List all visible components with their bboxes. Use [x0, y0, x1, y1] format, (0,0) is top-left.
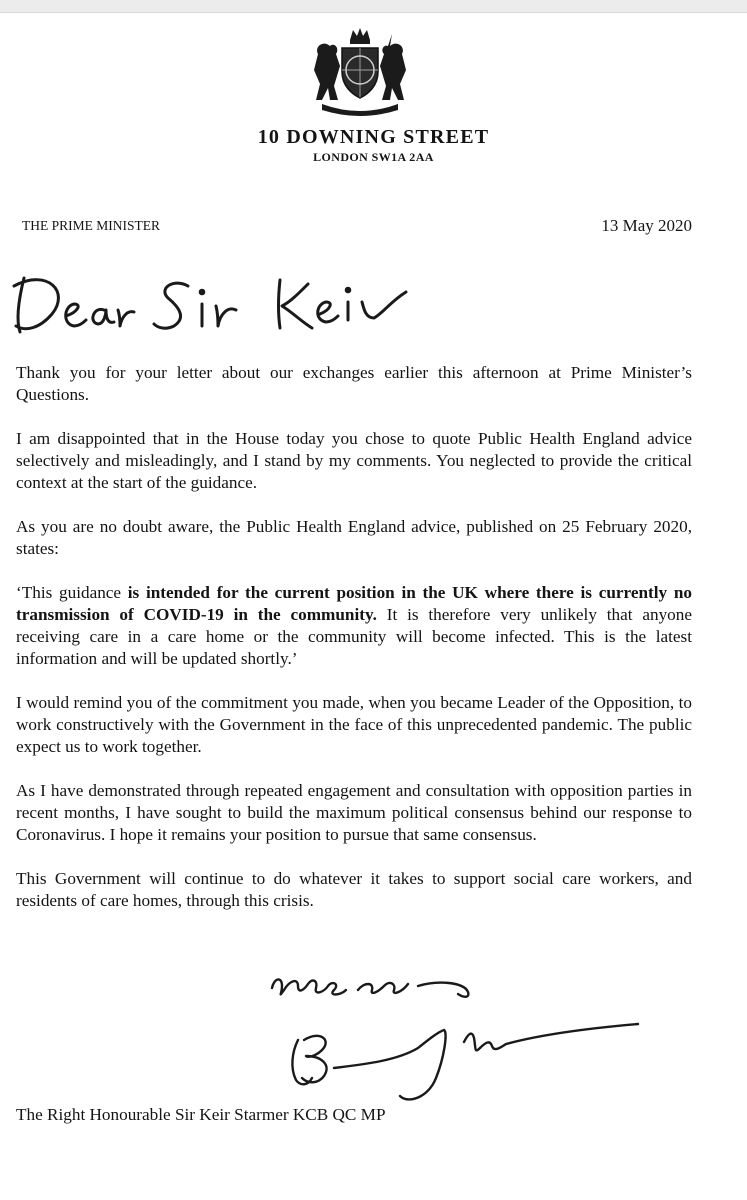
- body-paragraph: I would remind you of the commitment you made, when you became Leader of the Opposition, to work constructively with the Government in the face of this unprecedented pandemic. The public expect us to work together.: [16, 693, 692, 756]
- body-paragraph: This Government will continue to do whatever it takes to support social care workers, and residents of care homes, through this crisis.: [16, 869, 692, 910]
- quote-opening: ‘This guidance: [16, 583, 128, 602]
- sender-office: THE PRIME MINISTER: [22, 218, 160, 233]
- letterhead-address-title: 10 DOWNING STREET: [257, 126, 490, 148]
- handwritten-salutation: [8, 262, 428, 340]
- quote-remainder: It is therefore very unlikely that anyone receiving care in a care home or the community will become infected. This is the latest information and will be updated shortly.’: [16, 605, 692, 668]
- body-paragraph: Thank you for your letter about our exchanges earlier this afternoon at Prime Minister’s Questions.: [16, 363, 692, 404]
- letter-date: 13 May 2020: [601, 216, 692, 235]
- royal-crest-icon: [300, 26, 420, 118]
- handwritten-signoff-and-signature: [268, 968, 648, 1108]
- quoted-guidance-paragraph: [16, 582, 692, 670]
- recipient-name: The Right Honourable Sir Keir Starmer KCB QC MP: [16, 1105, 386, 1124]
- browser-top-strip: [0, 0, 747, 13]
- body-paragraph: As you are no doubt aware, the Public Health England advice, published on 25 February 2020, states:: [16, 517, 692, 558]
- body-paragraph: I am disappointed that in the House today you chose to quote Public Health England advice selectively and misleadingly, and I stand by my comments. You neglected to provide the critical context at the start of the guidance.: [16, 429, 692, 492]
- quote-emphasis: is intended for the current position in the UK where there is currently no transmission of COVID-19 in the community.: [16, 583, 692, 624]
- letterhead-address-line: LONDON SW1A 2AA: [313, 150, 434, 164]
- letter-body: [16, 362, 692, 934]
- body-paragraph: As I have demonstrated through repeated engagement and consultation with opposition parties in recent months, I have sought to build the maximum political consensus behind our response to Coronavirus. I hope it remains your position to pursue that same consensus.: [16, 781, 692, 844]
